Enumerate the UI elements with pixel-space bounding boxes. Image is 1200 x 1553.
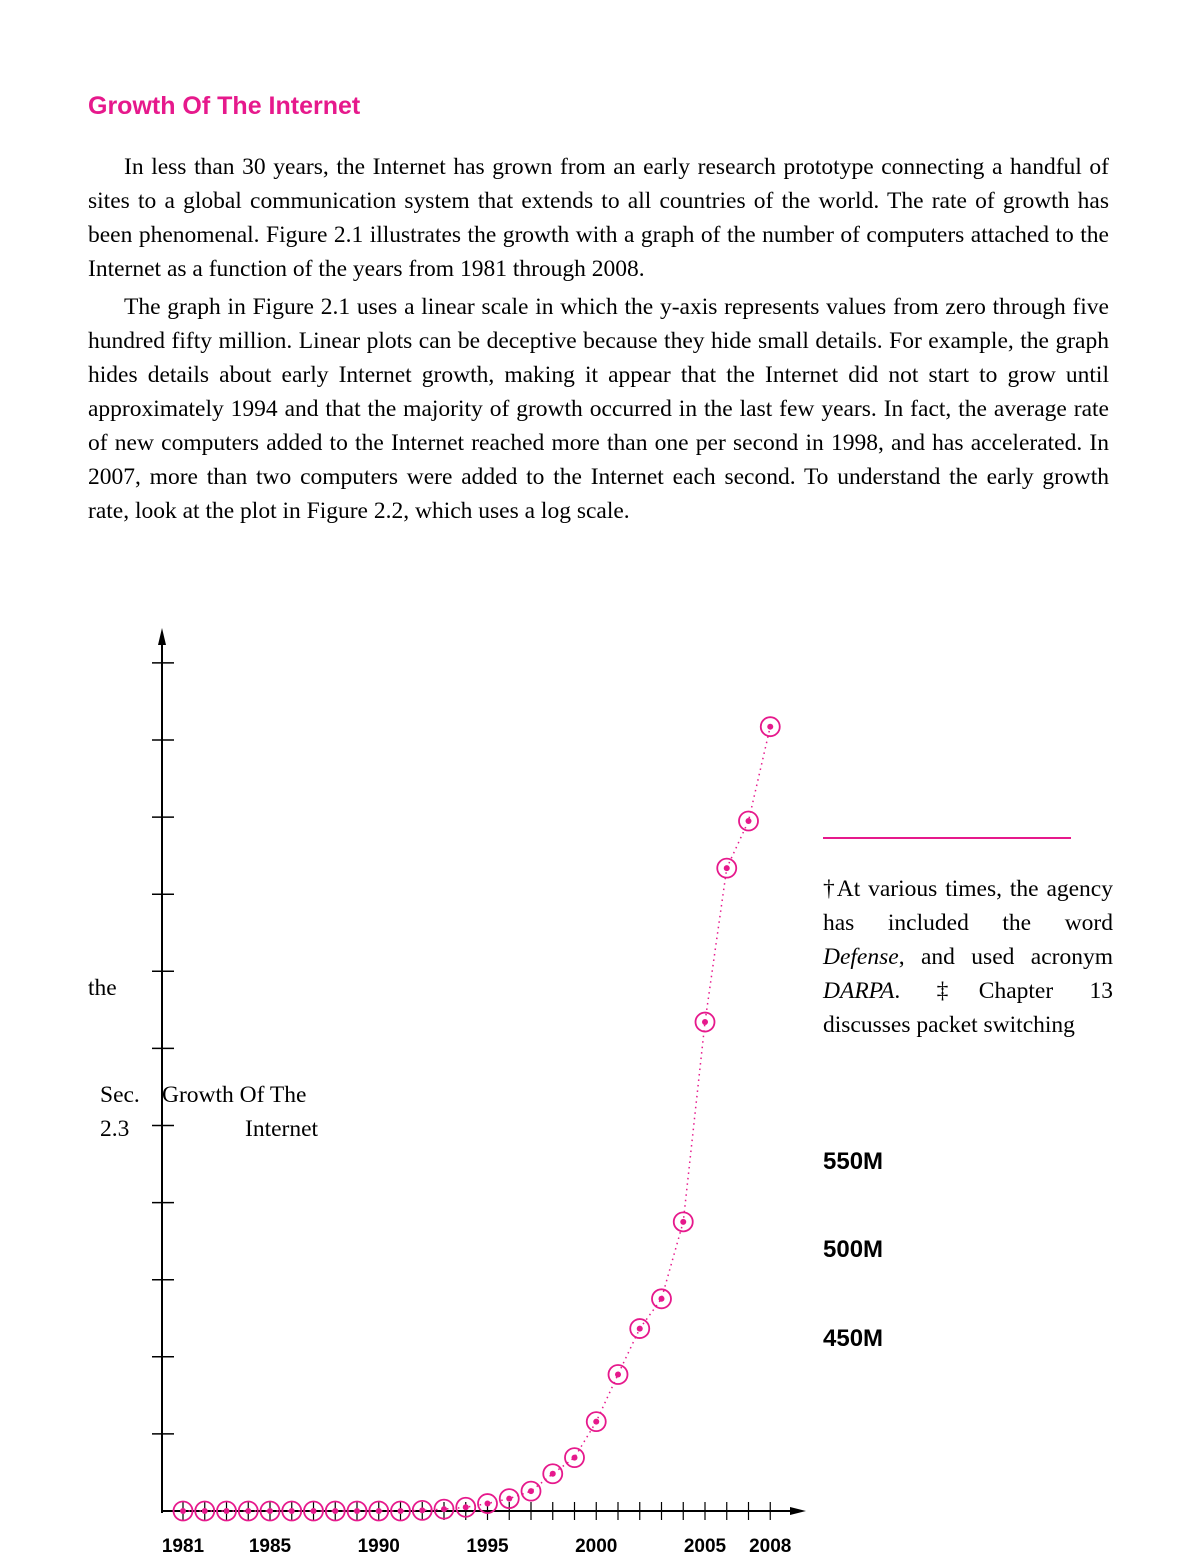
footnote (823, 872, 1113, 1042)
x-axis-arrow-icon (790, 1507, 806, 1515)
paragraph-2: The graph in Figure 2.1 uses a linear scale in which the y-axis represents values from zero through five hundred fifty million. Linear plots can be deceptive because they hide small details. For example, the graph hides details about early Internet growth, making it appear that the Internet did not start to grow until approximately 1994 and that the majority of growth occurred in the last few years. In fact, the average rate of new computers added to the Internet reached more than one per second in 1998, and has accelerated. In 2007, more than two computers were added to the Internet each second. To understand the early growth rate, look at the plot in Figure 2.2, which uses a log scale. (88, 294, 1109, 524)
paragraph-1: In less than 30 years, the Internet has grown from an early research prototype connecting a handful of sites to a global communication system that extends to all countries of the world. The rate of growth has been phenomenal. Figure 2.1 illustrates the growth with a graph of the number of computers attached to the Internet as a function of the years from 1981 through 2008. (88, 154, 1109, 282)
x-tick-label: 2008 (749, 1536, 792, 1553)
running-header-title-line2: Internet (245, 1116, 319, 1142)
data-point (615, 1371, 621, 1377)
y-axis-label-550m: 550M (823, 1148, 884, 1175)
footnote-italic-darpa: DARPA (823, 978, 895, 1004)
running-header-sec: Sec. (100, 1082, 140, 1108)
data-point (332, 1508, 338, 1514)
footnote-text-1: †At various times, the agency has included the word (823, 876, 1113, 936)
stray-word-the: the (88, 975, 117, 1001)
data-point (245, 1508, 251, 1514)
y-axis-label-450m: 450M (823, 1325, 884, 1352)
x-tick-label: 2005 (683, 1536, 727, 1553)
data-point (485, 1501, 491, 1507)
data-point (572, 1455, 578, 1461)
data-point (550, 1471, 556, 1477)
data-point (289, 1508, 295, 1514)
footnote-rule (823, 837, 1071, 839)
data-point (267, 1508, 273, 1514)
y-axis-label-500m: 500M (823, 1236, 884, 1263)
y-axis-arrow-icon (158, 628, 166, 645)
data-point (637, 1326, 643, 1332)
section-heading: Growth Of The Internet (88, 92, 361, 120)
footnote-text-2: , and used acronym (898, 944, 1113, 970)
footnote-text-3: . ‡Chapter 13 discusses packet switching (823, 978, 1113, 1038)
data-point (680, 1219, 686, 1225)
running-header-title-line1: Growth Of The (162, 1082, 307, 1108)
data-point (506, 1496, 512, 1502)
data-point (702, 1019, 708, 1025)
data-point (202, 1508, 208, 1514)
data-point (724, 865, 730, 871)
data-point (311, 1508, 317, 1514)
data-point (767, 724, 773, 730)
data-point (398, 1508, 404, 1514)
running-header-sec-number: 2.3 (100, 1116, 130, 1142)
x-tick-label: 1981 (161, 1536, 205, 1553)
x-tick-label: 1995 (466, 1536, 509, 1553)
data-point (746, 818, 752, 824)
x-tick-label: 1990 (357, 1536, 400, 1553)
data-point (419, 1507, 425, 1513)
footnote-italic-defense: Defense (823, 944, 899, 970)
x-tick-label: 1985 (248, 1536, 292, 1553)
data-point (593, 1419, 599, 1425)
chart-tick-labels (162, 1536, 792, 1553)
data-point (376, 1508, 382, 1514)
data-point (441, 1506, 447, 1512)
data-point (354, 1508, 360, 1514)
data-point (659, 1296, 665, 1302)
data-point (224, 1508, 230, 1514)
data-point (180, 1508, 186, 1514)
x-tick-label: 2000 (575, 1536, 618, 1553)
data-point (463, 1504, 469, 1510)
chart-axes (152, 628, 806, 1520)
data-point (528, 1488, 534, 1494)
